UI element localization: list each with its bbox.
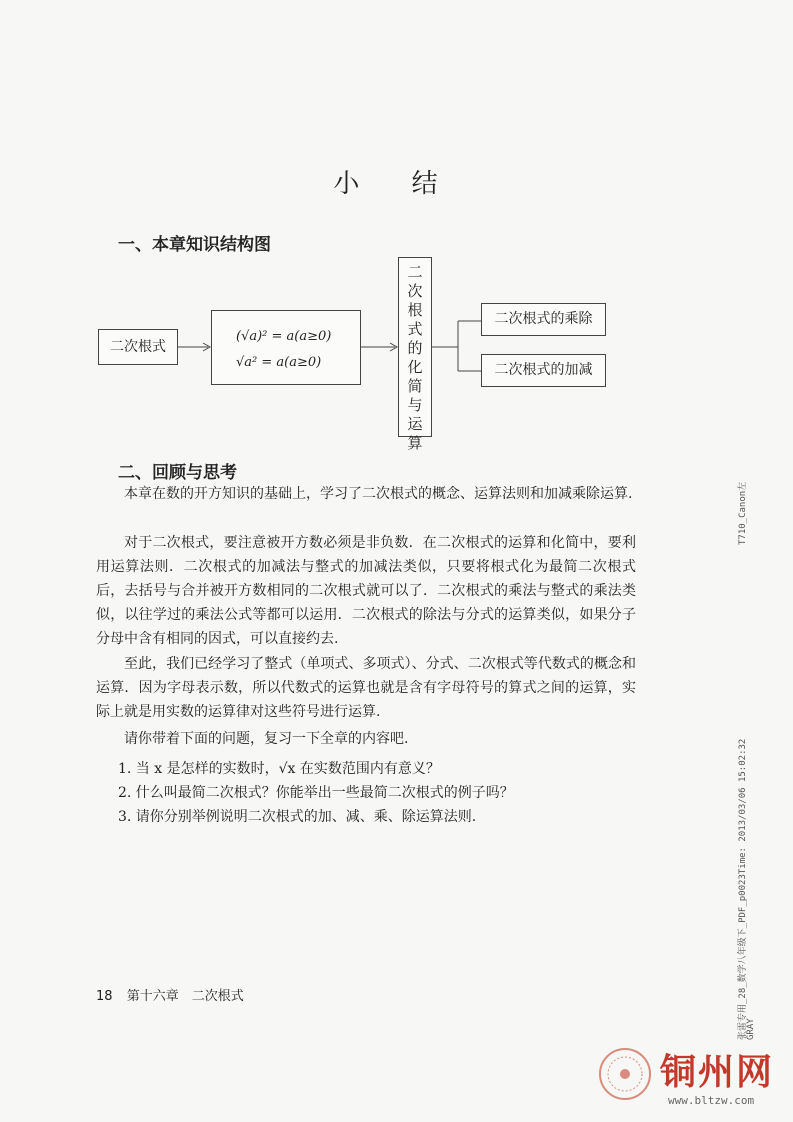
formula-square-of-root: (√a)² = a(a≥0) [236, 329, 332, 344]
diagram-node-root-label: 二次根式 [110, 339, 166, 355]
page-title: 小 结 [333, 169, 460, 199]
section-heading-review: 二、回顾与思考 [118, 463, 237, 483]
diagram-node-mul-label: 二次根式的乘除 [494, 311, 593, 327]
diagram-node-mul [481, 303, 606, 336]
side-print-label-bottom: GRAY [746, 1018, 756, 1040]
diagram-node-formulas [211, 310, 361, 385]
chapter-label: 第十六章 二次根式 [126, 989, 244, 1004]
question-2: 2. 什么叫最简二次根式？你能举出一些最简二次根式的例子吗？ [118, 785, 514, 801]
paragraph-prompt: 请你带着下面的问题，复习一下全章的内容吧. [124, 731, 409, 747]
side-print-label-middle: 张雷专用_28_数学八年级下_PDF_p0023Time: 2013/03/06 15:02:32 [738, 738, 748, 1040]
section-heading-structure: 一、本章知识结构图 [118, 235, 271, 255]
question-3: 3. 请你分别举例说明二次根式的加、减、乘、除运算法则. [118, 809, 477, 825]
diagram-node-root [98, 329, 178, 365]
question-1: 1. 当 x 是怎样的实数时，√x 在实数范围内有意义？ [118, 761, 440, 777]
diagram-node-center [398, 257, 432, 452]
side-print-label-top: T710_Canon左 [738, 481, 748, 545]
formula-root-of-square: √a² = a(a≥0) [236, 355, 322, 370]
paragraph-intro: 本章在数的开方知识的基础上，学习了二次根式的概念、运算法则和加减乘除运算. [124, 486, 633, 502]
diagram-node-add [481, 354, 606, 387]
paragraph-algebraic: 至此，我们已经学习了整式（单项式、多项式）、分式、二次根式等代数式的概念和运算．因为字母表示数，所以代数式的运算也就是含有字母符号的算式之间的运算，实际上就是用实数的运算律对这些符号进行运算. [96, 656, 636, 720]
paragraph-operations: 对于二次根式，要注意被开方数必须是非负数．在二次根式的运算和化简中，要利用运算法则．二次根式的加减法与整式的加减法类似，只要将根式化为最简二次根式后，去括号与合并被开方数相同的二次根式就可以了．二次根式的乘法与整式的乘法类似，以往学过的乘法公式等都可以运用．二次根式的除法与分式的运算类似，如果分子分母中含有相同的因式，可以直接约去. [96, 535, 636, 647]
diagram-node-add-label: 二次根式的加减 [494, 362, 593, 378]
watermark-url: www.bltzw.com [668, 1094, 755, 1107]
diagram-node-center-label: 二次根式的化简与运算 [407, 263, 423, 452]
page-footer [96, 985, 244, 1004]
watermark-site-name: 铜州网 [660, 1051, 775, 1093]
page-number: 18 [96, 989, 113, 1004]
